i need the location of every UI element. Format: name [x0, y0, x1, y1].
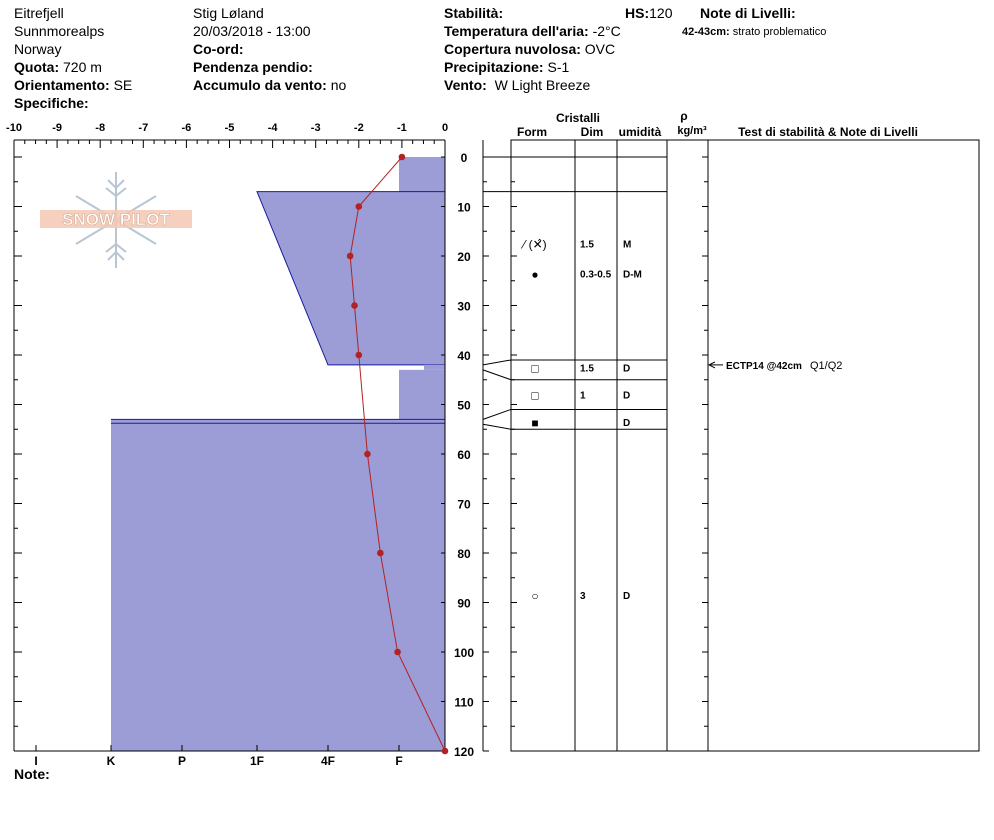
logo-text: SNOW PILOT — [62, 210, 170, 229]
grain-size: 1.5 — [580, 239, 594, 251]
grain-size: 1 — [580, 390, 586, 402]
moisture: D — [623, 363, 631, 375]
moisture: M — [623, 239, 632, 251]
layer-notes-label: Note di Livelli: — [700, 5, 796, 21]
grain-form-icon: ○ — [531, 589, 539, 604]
air-temp-label: Temperatura dell'aria: — [444, 23, 589, 39]
temp-point — [442, 748, 449, 755]
specifics-label: Specifiche: — [14, 95, 89, 111]
hardness-tick-label: I — [34, 754, 38, 768]
temp-tick-label: -2 — [353, 122, 364, 134]
grain-form-icon: □ — [531, 361, 539, 376]
layer-connector — [483, 409, 511, 419]
temp-tick-label: -5 — [224, 122, 235, 134]
slope-label: Pendenza pendio: — [193, 59, 313, 75]
temp-tick-label: -7 — [138, 122, 149, 134]
elevation-label: Quota: — [14, 59, 60, 75]
temp-point — [394, 649, 401, 656]
crystals-header: Cristalli — [555, 111, 601, 125]
air-temp-value: -2°C — [592, 23, 621, 39]
precip-label: Precipitazione: — [444, 59, 544, 75]
observer: Stig Løland — [193, 5, 264, 21]
test-quality: Q1/Q2 — [810, 359, 843, 372]
wind-label: Vento: — [444, 77, 487, 93]
precip-value: S-1 — [547, 59, 570, 75]
crystal-table — [483, 109, 979, 751]
elevation-value: 720 m — [63, 59, 102, 75]
depth-tick-label: 70 — [457, 497, 471, 512]
depth-tick-label: 30 — [457, 299, 471, 314]
temp-point — [364, 451, 371, 458]
note-label: Note: — [14, 766, 50, 782]
temp-tick-label: 0 — [441, 122, 449, 134]
grain-form-icon: ● — [531, 267, 539, 282]
moisture: D — [623, 390, 631, 402]
hardness-profile — [111, 157, 445, 751]
aspect-label: Orientamento: — [14, 77, 110, 93]
temp-tick-label: -3 — [310, 122, 321, 134]
moisture: D — [623, 591, 631, 603]
depth-tick-label: 0 — [460, 151, 468, 165]
hardness-tick-label: 1F — [249, 754, 265, 768]
hardness-layer-1 — [399, 157, 445, 192]
wind-value: W Light Breeze — [494, 77, 591, 93]
grain-size: 0.3-0.5 — [580, 269, 612, 281]
size-header: Dim — [580, 125, 604, 139]
cloud-value: OVC — [584, 41, 616, 57]
cloud-label: Copertura nuvolosa: — [444, 41, 581, 57]
grain-size: 3 — [580, 591, 586, 603]
hs-label: HS: — [625, 5, 650, 21]
grain-form-icon: ■ — [531, 415, 539, 430]
hardness-tick-label: 4F — [320, 754, 336, 768]
depth-tick-label: 60 — [457, 448, 471, 462]
depth-tick-label: 90 — [457, 596, 471, 611]
grain-size: 1.5 — [580, 363, 594, 375]
hardness-layer-2 — [257, 192, 445, 365]
temp-point — [356, 352, 363, 359]
temp-point — [351, 302, 358, 309]
depth-tick-label: 40 — [457, 349, 471, 363]
depth-tick-label: 120 — [453, 745, 475, 759]
density-unit-header: kg/m³ — [677, 125, 707, 137]
temp-point — [399, 154, 406, 161]
temp-tick-label: -9 — [52, 122, 62, 134]
depth-tick-label: 50 — [457, 398, 471, 413]
temp-tick-label: -6 — [181, 122, 192, 134]
stability-label: Stabilità: — [444, 5, 504, 21]
hardness-tick-label: K — [106, 754, 116, 768]
wind-load-value: no — [330, 77, 347, 93]
datetime: 20/03/2018 - 13:00 — [193, 23, 311, 39]
country: Norway — [14, 41, 62, 57]
coord-label: Co-ord: — [193, 41, 244, 57]
moisture: D-M — [623, 269, 642, 281]
hardness-layer-5 — [111, 419, 445, 751]
temp-point — [347, 253, 354, 260]
wind-load-label: Accumulo da vento: — [193, 77, 327, 93]
temp-tick-label: -1 — [397, 122, 407, 134]
test-code: ECTP14 @42cm — [726, 360, 802, 372]
depth-tick-label: 100 — [453, 646, 475, 660]
depth-tick-label: 10 — [457, 200, 471, 215]
hardness-tick-label: P — [177, 754, 187, 768]
temp-tick-label: -8 — [95, 122, 106, 134]
layer-connector — [483, 370, 511, 380]
depth-tick-label: 20 — [457, 250, 471, 264]
temp-tick-label: -4 — [267, 122, 278, 134]
form-header: Form — [517, 125, 547, 139]
layer-note-text: strato problematico — [732, 26, 827, 38]
location: Eitrefjell — [14, 5, 64, 21]
temp-point — [377, 550, 384, 557]
rho-header: ρ — [680, 109, 688, 123]
moisture: D — [623, 417, 631, 429]
layer-connector — [483, 360, 511, 365]
hs-value: 120 — [649, 5, 673, 21]
grain-form-icon: ⁄ (✕̂) — [523, 237, 547, 252]
depth-tick-label: 110 — [454, 695, 474, 710]
region: Sunnmorealps — [14, 23, 105, 39]
hardness-tick-label: F — [395, 754, 403, 768]
hardness-layer-4 — [399, 370, 445, 420]
table-border — [511, 140, 979, 751]
tests-header: Test di stabilità & Note di Livelli — [738, 125, 918, 139]
depth-tick-label: 80 — [457, 547, 471, 561]
layer-connector — [483, 424, 511, 429]
grain-form-icon: □ — [531, 388, 539, 403]
layer-note-depth: 42-43cm: — [682, 26, 730, 38]
moisture-header: umidità — [618, 125, 662, 139]
aspect-value: SE — [113, 77, 133, 93]
temp-tick-label: -10 — [6, 122, 22, 134]
hardness-layer-3 — [424, 365, 445, 370]
temp-point — [356, 203, 363, 210]
